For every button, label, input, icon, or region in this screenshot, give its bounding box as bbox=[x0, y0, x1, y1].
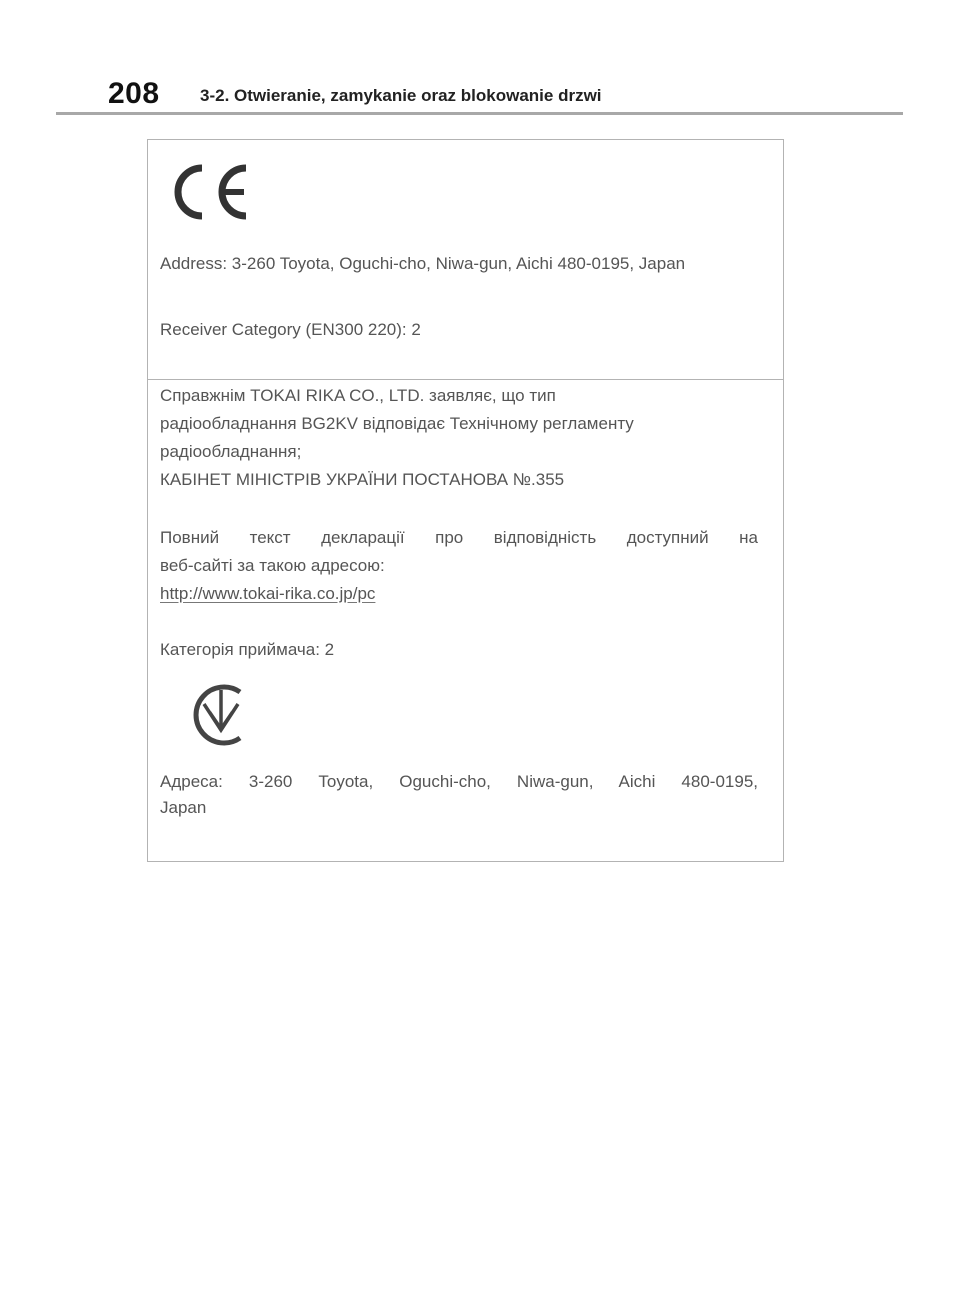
ua-declaration-box bbox=[147, 379, 784, 862]
ua-conformity-mark-icon bbox=[188, 682, 254, 748]
header-divider bbox=[56, 112, 903, 115]
section-title: 3-2. Otwieranie, zamykanie oraz blokowanie drzwi bbox=[200, 86, 602, 105]
declaration-line: радіообладнання; bbox=[160, 442, 302, 461]
ua-address-line: Japan bbox=[160, 798, 207, 817]
ua-receiver-category: Категорія приймача: 2 bbox=[160, 640, 335, 659]
ce-receiver-category: Receiver Category (EN300 220): 2 bbox=[160, 320, 421, 339]
declaration-url-link[interactable]: http://www.tokai-rika.co.jp/pc bbox=[160, 584, 376, 603]
page-number: 208 bbox=[108, 77, 160, 110]
ua-address-line: Адреса: 3-260 Toyota, Oguchi-cho, Niwa-gun, Aichi 480-0195, bbox=[160, 772, 758, 791]
declaration-line: радіообладнання BG2KV відповідає Технічному регламенту bbox=[160, 414, 634, 433]
ce-address: Address: 3-260 Toyota, Oguchi-cho, Niwa-gun, Aichi 480-0195, Japan bbox=[160, 254, 686, 273]
ce-declaration-box bbox=[147, 139, 784, 380]
declaration-line: КАБІНЕТ МІНІСТРІВ УКРАЇНИ ПОСТАНОВА №.355 bbox=[160, 470, 565, 489]
page-header bbox=[108, 76, 908, 112]
full-text-line: веб-сайті за такою адресою: bbox=[160, 556, 385, 575]
ce-mark-icon bbox=[166, 160, 252, 224]
declaration-line: Справжнім TOKAI RIKA CO., LTD. заявляє, що тип bbox=[160, 386, 556, 405]
full-text-line: Повний текст декларації про відповідність доступний на bbox=[160, 528, 758, 547]
